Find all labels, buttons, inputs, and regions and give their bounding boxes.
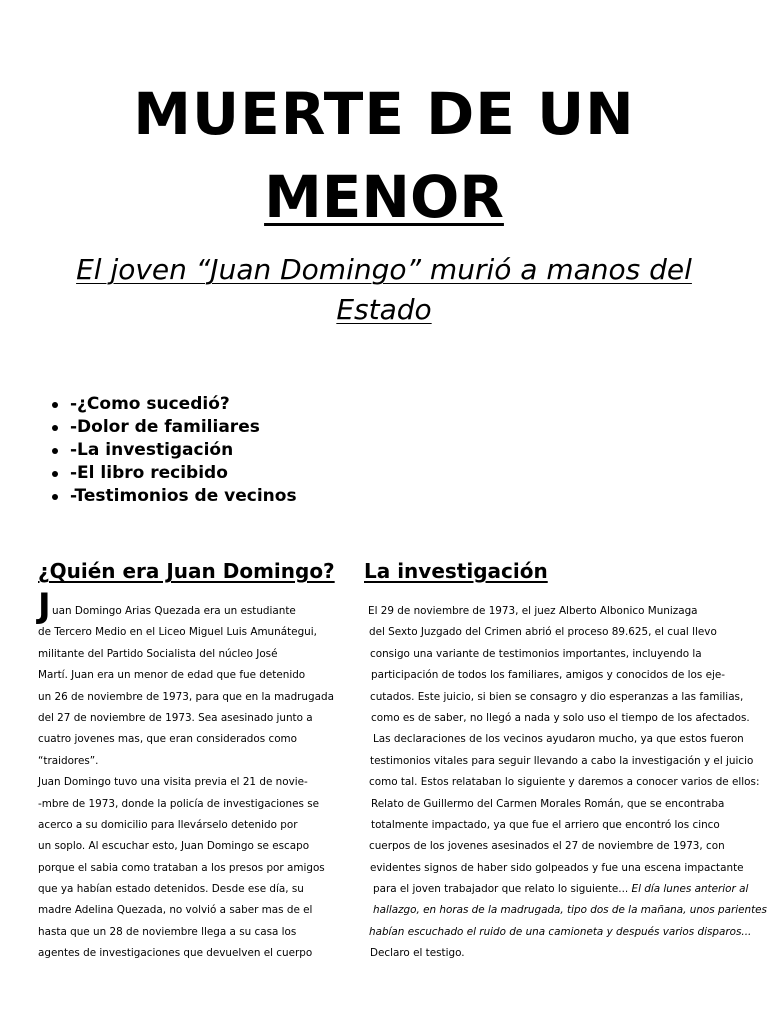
- text-line: totalmente impactado, ya que fue el arriero que encontró los cinco: [371, 818, 720, 831]
- headline-line-1: MUERTE DE UN: [133, 80, 635, 148]
- quote-run: El día lunes anterior al: [628, 883, 749, 896]
- text-line: del 27 de noviembre de 1973. Sea asesinado junto a: [38, 711, 313, 724]
- left-column-text: [38, 601, 358, 965]
- topic-item: -¿Como sucedió?: [50, 393, 297, 416]
- text-line: hasta que un 28 de noviembre llega a su casa los: [38, 925, 297, 938]
- text-line: cutados. Este juicio, si bien se consagro y dio esperanzas a las familias,: [370, 690, 744, 703]
- text-line: [368, 879, 748, 900]
- text-line: acerco a su domicilio para llevárselo detenido por: [38, 818, 298, 831]
- text-line: participación de todos los familiares, amigos y conocidos de los eje-: [371, 669, 726, 682]
- headline-underlined-word: MENOR: [264, 163, 504, 231]
- text-line: Las declaraciones de los vecinos ayudaron mucho, ya que estos fueron: [373, 733, 744, 746]
- headline-line-2: [0, 163, 768, 231]
- text-line: uan Domingo Arias Quezada era un estudiante: [52, 605, 296, 617]
- text-run: para el joven trabajador que relato lo siguiente...: [373, 883, 629, 896]
- left-section-heading: ¿Quién era Juan Domingo?: [38, 559, 335, 583]
- text-line: un 26 de noviembre de 1973, para que en la madrugada: [38, 690, 334, 703]
- drop-cap: J: [38, 586, 51, 626]
- text-line: Juan Domingo tuvo una visita previa el 21 de novie-: [38, 776, 308, 789]
- topic-item: -El libro recibido: [50, 462, 297, 485]
- subtitle: El joven “Juan Domingo” murió a manos del Estado: [76, 253, 692, 326]
- text-line: un soplo. Al escuchar esto, Juan Domingo se escapo: [38, 840, 310, 853]
- quote-line: hallazgo, en horas de la madrugada, tipo dos de la mañana, unos parientes: [373, 904, 767, 917]
- text-line: evidentes signos de haber sido golpeados y fue una escena impactante: [370, 861, 744, 874]
- text-line: cuatro jovenes mas, que eran considerados como: [38, 733, 298, 746]
- text-line: como tal. Estos relataban lo siguiente y daremos a conocer varios de ellos:: [369, 776, 760, 789]
- text-line: -mbre de 1973, donde la policía de investigaciones se: [38, 797, 320, 810]
- text-line: porque el sabia como trataban a los presos por amigos: [38, 861, 325, 874]
- topic-item: -Dolor de familiares: [50, 416, 297, 439]
- topic-item: -Testimonios de vecinos: [50, 485, 297, 508]
- quote-line: habían escuchado el ruido de una camioneta y después varios disparos...: [369, 925, 752, 938]
- text-line: madre Adelina Quezada, no volvió a saber mas de el: [38, 904, 313, 917]
- text-line: agentes de investigaciones que devuelven el cuerpo: [38, 947, 313, 960]
- text-line: “traidores”.: [38, 754, 99, 767]
- text-line: Declaro el testigo.: [370, 947, 465, 960]
- text-line: testimonios vitales para seguir llevando a cabo la investigación y el juicio: [370, 754, 754, 767]
- text-line: cuerpos de los jovenes asesinados el 27 de noviembre de 1973, con: [369, 840, 725, 853]
- topic-item: -La investigación: [50, 439, 297, 462]
- text-line: militante del Partido Socialista del núcleo José: [38, 647, 278, 660]
- text-line: de Tercero Medio en el Liceo Miguel Luis Amunátegui,: [38, 626, 317, 639]
- text-line: Martí. Juan era un menor de edad que fue detenido: [38, 669, 306, 682]
- text-line: como es de saber, no llegó a nada y solo uso el tiempo de los afectados.: [371, 711, 750, 724]
- topics-list: [50, 393, 297, 508]
- text-line: que ya habían estado detenidos. Desde ese día, su: [38, 883, 304, 896]
- text-line: del Sexto Juzgado del Crimen abrió el proceso 89.625, el cual llevo: [369, 626, 717, 639]
- text-line: El 29 de noviembre de 1973, el juez Alberto Albonico Munizaga: [368, 605, 698, 617]
- right-section-heading: La investigación: [364, 559, 548, 583]
- text-line: Relato de Guillermo del Carmen Morales Román, que se encontraba: [371, 797, 725, 810]
- text-line: consigo una variante de testimonios importantes, incluyendo la: [370, 647, 702, 660]
- right-column-text: [368, 601, 767, 965]
